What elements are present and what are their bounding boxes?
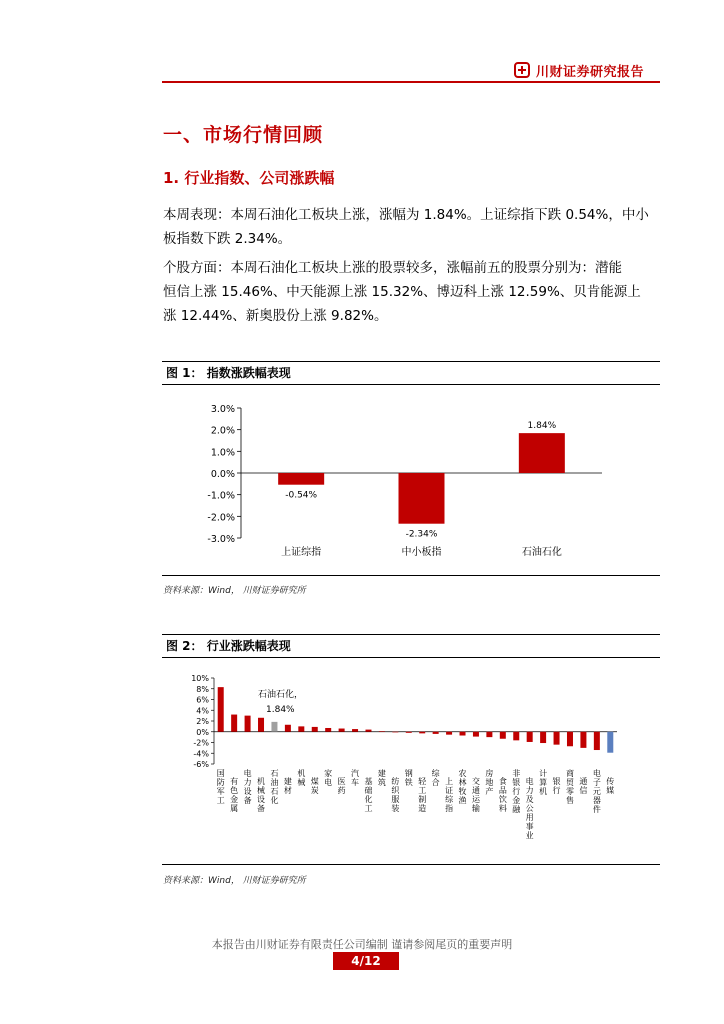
bar xyxy=(554,732,560,745)
x-tick-label-char: 设 xyxy=(257,795,266,804)
x-tick-label xyxy=(297,768,305,787)
bar xyxy=(567,732,573,747)
bar xyxy=(278,473,324,485)
y-tick-label: 4% xyxy=(196,706,209,716)
y-tick-label: -6% xyxy=(193,760,209,769)
x-tick-label-char: 行 xyxy=(512,787,521,796)
x-tick-label xyxy=(539,768,547,796)
x-tick-label-char: 国 xyxy=(216,769,225,778)
x-tick-label-char: 上 xyxy=(445,777,454,786)
bar xyxy=(419,732,425,734)
x-tick-label-char: 力 xyxy=(525,786,534,795)
x-tick-label xyxy=(244,768,252,805)
x-tick-label-char: 地 xyxy=(485,778,494,787)
x-tick-label-char: 轻 xyxy=(418,777,427,786)
figure1-title: 图 1： 指数涨跌幅表现 xyxy=(166,366,291,380)
section-title: 一、市场行情回顾 xyxy=(163,124,324,146)
y-tick-label: 8% xyxy=(196,684,209,694)
figure1-source: 资料来源：Wind， 川财证券研究所 xyxy=(163,586,306,596)
paragraph-stock-performance xyxy=(163,256,660,328)
y-tick-label: 10% xyxy=(191,674,209,683)
bar xyxy=(258,718,264,732)
bar xyxy=(285,725,291,732)
paragraph-weekly-performance xyxy=(163,203,660,251)
x-tick-label-char: 机 xyxy=(297,769,306,778)
x-tick-label-char: 机 xyxy=(257,777,266,786)
paragraph-line: 恒信上涨 15.46%、中天能源上涨 15.32%、博迈科上涨 12.59%、贝肯能源上 xyxy=(163,284,641,300)
bar xyxy=(473,732,479,737)
x-tick-label-char: 设 xyxy=(243,787,252,796)
x-tick-label-char: 非 xyxy=(512,769,521,778)
bar xyxy=(460,732,466,736)
section-subtitle: 1. 行业指数、公司涨跌幅 xyxy=(163,169,335,187)
bar xyxy=(231,715,237,732)
page-number: 4/12 xyxy=(333,952,399,970)
x-tick-label xyxy=(418,776,427,813)
x-tick-label-char: 指 xyxy=(445,804,454,813)
x-tick-label: 中小板指 xyxy=(401,547,442,558)
x-tick-label-char: 证 xyxy=(445,786,454,795)
x-tick-label-char: 钢 xyxy=(404,769,413,778)
x-tick-label-char: 有 xyxy=(230,777,239,786)
x-tick-label-char: 机 xyxy=(539,787,548,796)
x-tick-label-char: 业 xyxy=(525,831,534,840)
x-tick-label-char: 售 xyxy=(565,796,574,805)
x-tick-label-char: 渔 xyxy=(458,796,467,805)
x-tick-label-char: 工 xyxy=(418,786,427,795)
x-tick-label-char: 医 xyxy=(337,777,346,786)
x-tick-label-char: 行 xyxy=(552,786,561,795)
bar xyxy=(379,731,385,732)
y-tick-label: -3.0% xyxy=(207,534,235,545)
x-tick-label-char: 运 xyxy=(471,795,480,804)
y-tick-label: 0.0% xyxy=(210,469,235,480)
x-tick-label xyxy=(338,777,346,795)
y-tick-label: -4% xyxy=(193,749,209,759)
x-tick-label xyxy=(606,776,614,795)
x-tick-label-char: 炭 xyxy=(310,786,319,795)
x-tick-label-char: 筑 xyxy=(377,778,386,787)
bar xyxy=(433,732,439,734)
x-tick-label-char: 械 xyxy=(297,778,306,787)
x-tick-label-char: 房 xyxy=(485,769,494,778)
y-tick-label: 2.0% xyxy=(210,425,235,437)
x-tick-label-char: 金 xyxy=(230,795,239,804)
y-tick-label: 3.0% xyxy=(210,404,235,415)
x-tick-label-char: 传 xyxy=(606,777,615,786)
figure1-bottom-rule xyxy=(162,575,660,576)
x-tick-label-char: 电 xyxy=(592,769,601,778)
x-tick-label-char: 事 xyxy=(525,822,534,831)
x-tick-label-char: 电 xyxy=(324,778,333,787)
x-tick-label-char: 合 xyxy=(431,778,440,787)
bar xyxy=(594,732,600,750)
bar xyxy=(271,722,277,732)
y-tick-label: 1.0% xyxy=(210,447,235,459)
bar xyxy=(513,732,519,741)
x-tick-label: 石油石化 xyxy=(521,547,562,558)
bar xyxy=(325,728,331,732)
x-tick-label-char: 械 xyxy=(257,786,266,795)
bar xyxy=(399,473,445,524)
y-tick-label: -2% xyxy=(193,738,209,748)
x-tick-label-char: 农 xyxy=(458,769,467,778)
x-tick-label xyxy=(593,768,601,814)
x-tick-label xyxy=(485,768,493,796)
x-tick-label xyxy=(284,776,292,795)
brand-logo-icon xyxy=(514,62,530,78)
x-tick-label xyxy=(472,776,481,813)
y-tick-label: -2.0% xyxy=(207,512,235,524)
bar xyxy=(352,729,358,732)
x-tick-label xyxy=(364,776,372,813)
chart-annotation: 1.84% xyxy=(266,705,295,715)
x-tick-label-char: 林 xyxy=(458,778,467,787)
x-tick-label-char: 贸 xyxy=(565,778,574,787)
x-tick-label xyxy=(378,768,386,787)
x-tick-label-char: 备 xyxy=(257,804,266,813)
x-tick-label xyxy=(351,768,359,787)
bar xyxy=(218,687,224,732)
figure2-bottom-rule xyxy=(162,864,660,865)
x-tick-label-char: 件 xyxy=(592,805,601,814)
figure1-chart xyxy=(162,392,660,572)
chart-annotation: 石油石化， xyxy=(258,690,304,700)
data-label: -2.34% xyxy=(405,529,438,540)
x-tick-label xyxy=(270,769,278,805)
x-tick-label xyxy=(391,776,400,813)
bar xyxy=(298,726,304,731)
data-label: 1.84% xyxy=(527,421,557,432)
x-tick-label-char: 通 xyxy=(579,777,588,786)
x-tick-label-char: 子 xyxy=(592,778,601,787)
x-tick-label xyxy=(579,776,587,795)
x-tick-label-char: 备 xyxy=(243,796,252,805)
x-tick-label xyxy=(405,768,413,787)
bar xyxy=(519,433,565,473)
figure2-source: 资料来源：Wind， 川财证券研究所 xyxy=(163,876,306,886)
y-tick-label: 6% xyxy=(196,695,209,705)
x-tick-label xyxy=(432,768,441,787)
x-tick-label-char: 石 xyxy=(270,787,279,796)
x-tick-label-char: 计 xyxy=(539,769,548,778)
x-tick-label-char: 交 xyxy=(471,777,480,786)
x-tick-label-char: 建 xyxy=(283,777,292,786)
x-tick-label-char: 通 xyxy=(471,786,480,795)
x-tick-label-char: 元 xyxy=(592,787,601,796)
x-tick-label-char: 银 xyxy=(552,777,561,786)
y-tick-label: 2% xyxy=(196,717,209,726)
x-tick-label-char: 公 xyxy=(525,804,534,813)
x-tick-label-char: 化 xyxy=(270,796,279,805)
x-tick-label-char: 服 xyxy=(391,795,400,804)
header-brand-text: 川财证券研究报告 xyxy=(536,64,645,80)
x-tick-label-char: 织 xyxy=(391,786,400,795)
x-tick-label xyxy=(499,776,507,813)
y-tick-label: 0% xyxy=(196,727,209,737)
x-tick-label-char: 纺 xyxy=(391,777,400,786)
x-tick-label-char: 汽 xyxy=(351,769,360,778)
figure2-chart xyxy=(162,664,660,860)
bar xyxy=(406,732,412,733)
data-label: -0.54% xyxy=(285,490,318,501)
x-tick-label-char: 信 xyxy=(579,786,588,795)
x-tick-label-char: 料 xyxy=(498,804,507,813)
x-tick-label-char: 基 xyxy=(364,777,373,786)
bar xyxy=(500,732,506,739)
paragraph-line: 个股方面：本周石油化工板块上涨的股票较多，涨幅前五的股票分别为：潜能 xyxy=(163,260,622,276)
x-tick-label xyxy=(526,776,534,840)
x-tick-label xyxy=(217,769,225,805)
x-tick-label-char: 食 xyxy=(498,777,507,786)
x-tick-label-char: 商 xyxy=(565,769,574,778)
figure2-title: 图 2： 行业涨跌幅表现 xyxy=(166,639,291,653)
header-divider xyxy=(162,81,660,83)
x-tick-label xyxy=(445,776,454,813)
x-tick-label-char: 媒 xyxy=(606,786,615,795)
paragraph-line: 本周表现：本周石油化工板块上涨，涨幅为 1.84%。上证综指下跌 0.54%，中小 xyxy=(163,207,649,223)
x-tick-label-char: 制 xyxy=(418,795,427,804)
footer-disclaimer: 本报告由川财证券有限责任公司编制 谨请参阅尾页的重要声明 xyxy=(211,938,513,951)
bar xyxy=(580,732,586,748)
x-tick-label-char: 工 xyxy=(216,796,225,805)
x-tick-label-char: 综 xyxy=(431,769,440,778)
x-tick-label-char: 造 xyxy=(418,804,427,813)
x-tick-label-char: 产 xyxy=(485,787,494,796)
report-header-logo xyxy=(514,60,644,80)
x-tick-label xyxy=(230,776,238,813)
x-tick-label: 上证综指 xyxy=(281,547,322,558)
bar xyxy=(486,732,492,737)
paragraph-line: 涨 12.44%、新奥股份上涨 9.82%。 xyxy=(163,308,388,324)
x-tick-label-char: 用 xyxy=(525,813,534,822)
x-tick-label-char: 金 xyxy=(512,796,521,805)
x-tick-label-char: 装 xyxy=(391,804,400,813)
x-tick-label-char: 综 xyxy=(445,795,454,804)
paragraph-line: 板指数下跌 2.34%。 xyxy=(163,231,292,247)
x-tick-label-char: 电 xyxy=(525,777,534,786)
x-tick-label-char: 色 xyxy=(230,786,239,795)
x-tick-label xyxy=(257,776,265,813)
x-tick-label-char: 铁 xyxy=(404,778,413,787)
bar xyxy=(245,716,251,732)
bar xyxy=(607,732,613,753)
x-tick-label xyxy=(311,776,319,795)
x-tick-label-char: 油 xyxy=(270,778,279,787)
x-tick-label-char: 化 xyxy=(364,795,373,804)
bar xyxy=(446,732,452,735)
x-tick-label-char: 工 xyxy=(364,804,373,813)
x-tick-label-char: 属 xyxy=(230,804,239,813)
x-tick-label-char: 石 xyxy=(270,769,279,778)
bar xyxy=(365,730,371,732)
x-tick-label-char: 电 xyxy=(243,769,252,778)
x-tick-label-char: 车 xyxy=(351,778,360,787)
x-tick-label xyxy=(324,768,332,787)
x-tick-label xyxy=(566,768,575,805)
x-tick-label-char: 军 xyxy=(216,787,225,796)
x-tick-label-char: 建 xyxy=(377,769,386,778)
x-tick-label xyxy=(459,768,467,805)
x-tick-label-char: 防 xyxy=(216,778,225,787)
x-tick-label-char: 础 xyxy=(364,786,373,795)
bar xyxy=(527,732,533,742)
x-tick-label-char: 药 xyxy=(337,786,346,795)
x-tick-label-char: 材 xyxy=(283,786,292,795)
x-tick-label-char: 牧 xyxy=(458,787,467,796)
x-tick-label-char: 家 xyxy=(324,769,333,778)
y-tick-label: -1.0% xyxy=(207,490,235,502)
x-tick-label-char: 银 xyxy=(512,778,521,787)
bar xyxy=(339,729,345,732)
x-tick-label-char: 器 xyxy=(592,796,601,805)
x-tick-label-char: 融 xyxy=(512,805,521,814)
bar xyxy=(392,732,398,733)
bar xyxy=(312,727,318,732)
x-tick-label-char: 煤 xyxy=(310,777,319,786)
x-tick-label xyxy=(512,768,521,814)
bar xyxy=(540,732,546,743)
x-tick-label-char: 零 xyxy=(565,787,574,796)
x-tick-label-char: 算 xyxy=(539,778,548,787)
x-tick-label-char: 力 xyxy=(243,778,252,787)
x-tick-label-char: 及 xyxy=(525,795,534,804)
x-tick-label xyxy=(553,776,561,795)
x-tick-label-char: 品 xyxy=(498,786,507,795)
x-tick-label-char: 饮 xyxy=(498,795,507,804)
x-tick-label-char: 输 xyxy=(471,804,480,813)
